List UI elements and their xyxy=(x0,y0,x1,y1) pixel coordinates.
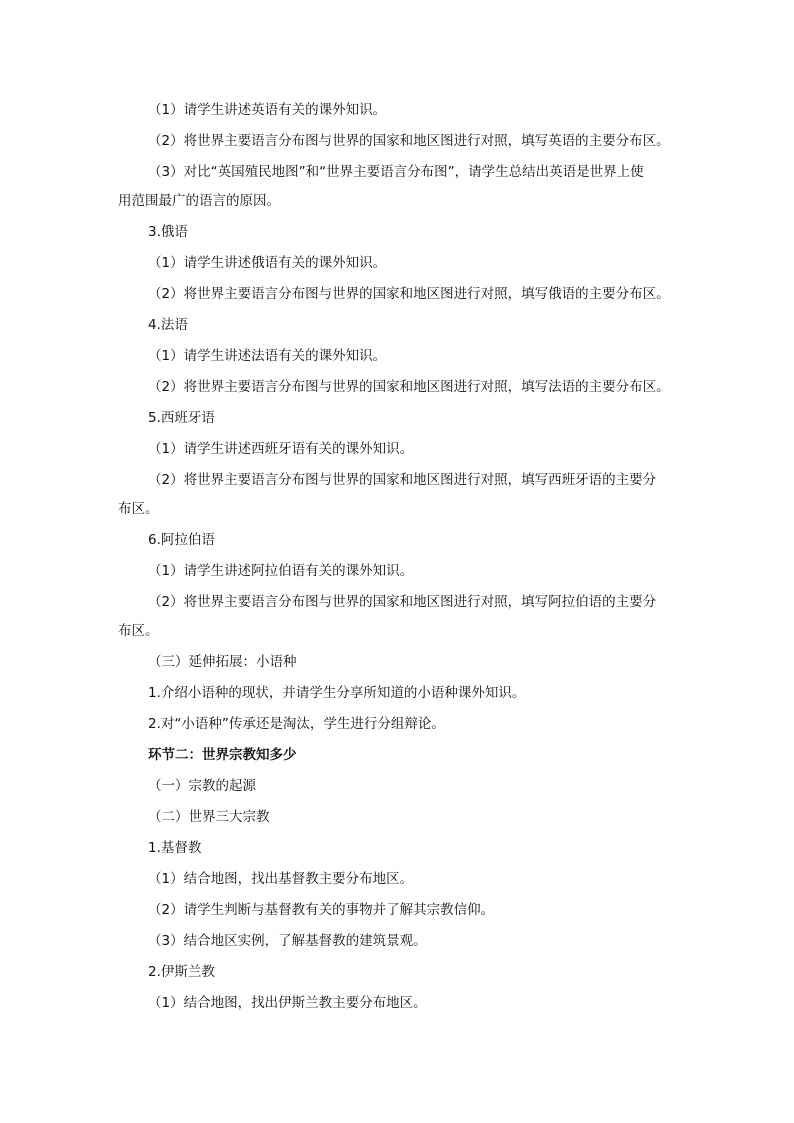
section-heading: （二）世界三大宗教 xyxy=(148,809,270,825)
paragraph-line: （3）对比“英国殖民地图”和“世界主要语言分布图”，请学生总结出英语是世界上使 xyxy=(148,164,644,180)
chapter-heading: 环节二：世界宗教知多少 xyxy=(148,747,297,763)
paragraph-line: （1）结合地图，找出伊斯兰教主要分布地区。 xyxy=(148,995,427,1011)
section-heading: 2.伊斯兰教 xyxy=(148,964,215,980)
paragraph-line-continuation: 用范围最广的语言的原因。 xyxy=(118,193,280,209)
paragraph-line: （2）将世界主要语言分布图与世界的国家和地区图进行对照，填写英语的主要分布区。 xyxy=(148,133,670,149)
paragraph-line: （2）请学生判断与基督教有关的事物并了解其宗教信仰。 xyxy=(148,902,495,918)
section-heading: （三）延伸拓展：小语种 xyxy=(148,654,297,670)
paragraph-line: （1）请学生讲述西班牙语有关的课外知识。 xyxy=(148,441,414,457)
paragraph-line: （1）结合地图，找出基督教主要分布地区。 xyxy=(148,871,414,887)
section-heading: 1.基督教 xyxy=(148,840,202,856)
paragraph-line: 2.对“小语种”传承还是淘汰，学生进行分组辩论。 xyxy=(148,716,445,732)
paragraph-line: （3）结合地区实例，了解基督教的建筑景观。 xyxy=(148,933,427,949)
paragraph-line: （1）请学生讲述阿拉伯语有关的课外知识。 xyxy=(148,563,414,579)
section-heading: 5.西班牙语 xyxy=(148,410,215,426)
section-heading: 6.阿拉伯语 xyxy=(148,532,215,548)
section-heading: 4.法语 xyxy=(148,317,188,333)
paragraph-line: （2）将世界主要语言分布图与世界的国家和地区图进行对照，填写俄语的主要分布区。 xyxy=(148,286,670,302)
paragraph-line: （2）将世界主要语言分布图与世界的国家和地区图进行对照，填写阿拉伯语的主要分 xyxy=(148,594,657,610)
paragraph-line: （1）请学生讲述俄语有关的课外知识。 xyxy=(148,255,387,271)
document-body xyxy=(118,100,688,1024)
section-heading: 3.俄语 xyxy=(148,224,188,240)
paragraph-line-continuation: 布区。 xyxy=(118,623,159,639)
paragraph-line: 1.介绍小语种的现状，并请学生分享所知道的小语种课外知识。 xyxy=(148,685,526,701)
section-heading: （一）宗教的起源 xyxy=(148,778,256,794)
paragraph-line-continuation: 布区。 xyxy=(118,501,159,517)
paragraph-line: （2）将世界主要语言分布图与世界的国家和地区图进行对照，填写西班牙语的主要分 xyxy=(148,472,657,488)
paragraph-line: （1）请学生讲述法语有关的课外知识。 xyxy=(148,348,387,364)
paragraph-line: （2）将世界主要语言分布图与世界的国家和地区图进行对照，填写法语的主要分布区。 xyxy=(148,379,670,395)
paragraph-line: （1）请学生讲述英语有关的课外知识。 xyxy=(148,102,387,118)
